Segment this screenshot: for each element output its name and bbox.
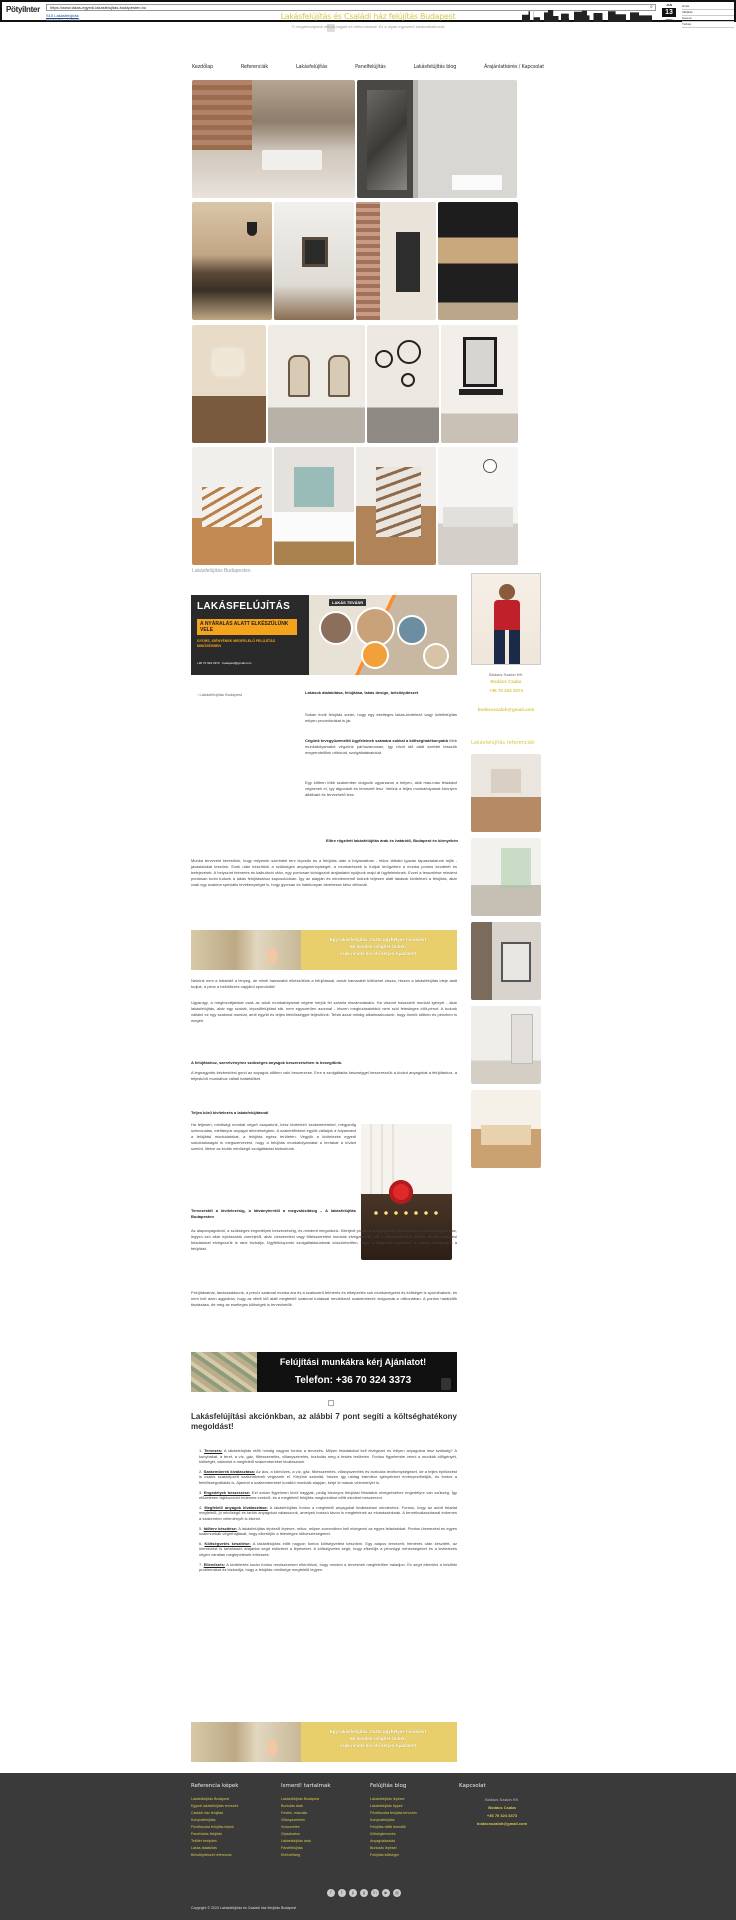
section-heading-7-points: Lakásfelújítási akciónkban, az alábbi 7 pont segíti a költséghatékony megoldást!	[191, 1412, 457, 1431]
list-item-text: A kivitelezés során fontos rendszeresen ellenőrizni, hogy minden a terveknek megfelelően haladjon. Ez segít elkerülni a későbbi problémákat és biztosítja, hogy a felújítás minősége megfelelő legyen.	[199, 1561, 458, 1573]
portal-side-links	[682, 4, 734, 28]
cta-banner-text	[303, 1728, 453, 1749]
nav-item-references[interactable]: Referenciák	[240, 64, 269, 70]
broken-image-icon-2	[328, 1400, 334, 1406]
gallery-photo-armchair[interactable]	[268, 325, 365, 443]
footer-link[interactable]: Költségtervezés	[370, 1832, 396, 1836]
sidebar-phone[interactable]: +36 70 324 3373	[489, 688, 523, 693]
list-item-title: Időterv készítése:	[203, 1525, 238, 1531]
cta-line-3: csak rendel kis idő kérjen Ajánlatot!	[339, 951, 417, 956]
list-item: 3. Engedélyek beszerzése: Ezt sokan figyelmen kívül hagyják, pedig bizonyos felújítási feladatok elvégzéséhez engedélyre van szükség. Így előzetesen tájékozódni érdemes ezekről, és a megfelelő felújítás megkezdése előtt mindent beszerezni.	[199, 1489, 457, 1501]
footer-link[interactable]: Burkolás lépései	[370, 1846, 397, 1850]
list-item-title: Engedélyek beszerzése:	[203, 1489, 251, 1495]
portal-link-map[interactable]: Térkép	[682, 22, 734, 28]
gallery-photo-bathroom-shower[interactable]	[357, 80, 517, 198]
footer-col-title: Kapcsolat	[459, 1783, 486, 1789]
footer-company: Bódacs Szalon Kft.	[485, 1797, 519, 1802]
intro-heading: Lakások átalakítása, felújítása, lakás design, belsőépítészet	[305, 690, 419, 695]
facebook-icon[interactable]: f	[327, 1889, 335, 1897]
list-item: 5. Időterv készítése: A lakásfelújítás lépésről lépésre, mikor, milyen sorrendben kell elvégezni az egyes feladatokat. Pontos ütemezést és egyes szakmunkák végrehajtását, hogy elkerüljük a felesleges időveszteségeket.	[199, 1525, 458, 1537]
promo-banner-collage	[309, 595, 457, 675]
date-day: 13	[662, 8, 676, 17]
intro-image-alt: Lakásfelújítás Budapest	[199, 692, 243, 697]
mid-paragraph-2: Ugyanígy, a megbízottjainkat csak az adott munkafolyamat végére kérjük fel számla elszámolására. Ha viszont hosszabb munkát igényel - akár lakásfelújítás, akár egy szobát, lépcsőfelújítást stb. nem egyszerűen azonnal - hiszen megbízásainkból nem szól felesleges időt-pénzt. A tudunk vállalni ez egy szakmai munkát, amit együtt és teljes felelősséggel teljesítünk. Tehát azzal mindig alkalmazkodunk, hogy önnek időben és pénzben is megéri.	[191, 1000, 457, 1023]
list-item: 4. Megfelelő anyagok kiválasztása: A lakásfelújítás fontos a megfelelő anyagokat kiválasztani mindenhez. Fontos, hogy az adott feladat megfelelő, jó minőségű és tartós anyagokat válasszunk, amelyek hosszú távon is megfelelnek az elvárásainknak. A termékválasztásnál érdemes a szakember véleményét is kikérni.	[199, 1504, 457, 1521]
promo-banner-contact: +36 70 324 3373 · budapest@gmail.com	[197, 661, 252, 665]
nav-item-home[interactable]: Kezdőlap	[192, 64, 213, 70]
list-item-text: A lakásfelújítás előtt mindig nagyon fontos a tervezés. Milyen feladatokat kell elvégezni és milyen anyagokra lesz szükség? A konyhakat, a teret, a víz, gáz, fűtésszerelés, villanyszerelés, burkolás meg a festés területén. Fontos figyelembe venni a munkák időigényét, költségét, valamint a megfelelő szakembereket kiválasztani.	[199, 1448, 458, 1465]
list-item-text: A lakásfelújítás előtt nagyon fontos költségvetést készíteni. Egy alapos tervezett, felmérés után készített, az ütemezést is tartalmazó árajánlat segít eldönteni a lépéseket. A költségvetés segít, hogy elkerülje a pénzügyi nehézségeket és a kivitelezés végén váratlan meglepetések érhessék.	[199, 1540, 458, 1557]
phone-icon	[441, 1378, 451, 1390]
sidebar-reference-thumb[interactable]	[471, 1006, 541, 1084]
date-weekday: WED	[665, 18, 673, 22]
gallery-photo-brick-hallway[interactable]	[356, 202, 436, 320]
portal-link-news[interactable]: Hírek	[682, 4, 734, 10]
portal-link-weather[interactable]: Időjárás	[682, 10, 734, 16]
promo-banner-title: LAKÁSFELÚJÍTÁS	[197, 601, 291, 612]
site-title[interactable]: Lakásfelújítás és Családi ház felújítás Budapest	[280, 12, 456, 21]
cta-banner-2[interactable]	[191, 1722, 457, 1762]
footer-col-references	[191, 1783, 277, 1859]
nav-item-blog[interactable]: Lakásfelújítás blog	[413, 64, 457, 70]
cta-banner-photo	[191, 930, 301, 970]
footer-col-title: Ismerd! tartalmak	[281, 1783, 331, 1789]
portal-link-search[interactable]: Kereső	[682, 16, 734, 22]
mid-paragraph-3: A legnagyobb kézbesítési gond az anyagok időben való beszerzése. Erre a szolgáltatás készséggel beszerezzük a kívánt anyagokat a felújításhoz, a teljeskörű munkához vállalt határidőket.	[191, 1070, 457, 1081]
gallery-caption: Lakásfelújítás Budapesten	[192, 568, 251, 574]
nav-item-renovation[interactable]: Lakásfelújítás	[295, 64, 328, 70]
list-item: 6. Költségvetés készítése: A lakásfelújítás előtt nagyon fontos költségvetést készíteni. Egy alapos tervezett, felmérés után készített, az ütemezést is tartalmazó árajánlat segít eldönteni a lépéseket. A költségvetés segít, hogy elkerülje a pénzügyi nehézségeket és a kivitelezés végén váratlan meglepetések érhessék.	[199, 1540, 458, 1557]
money-image	[191, 1352, 257, 1392]
footer-link[interactable]: Gipszkarton	[281, 1832, 301, 1836]
cta-line-2: Mi minden rólighet Önben	[350, 1736, 406, 1741]
promo-banner[interactable]	[191, 595, 457, 675]
hand-pointer-icon	[267, 948, 277, 964]
broken-image-icon: ▫	[197, 692, 199, 697]
search-icon[interactable]: ⌕	[650, 4, 653, 10]
list-item-text: A lakásfelújítás fontos a megfelelő anyagokat kiválasztani mindenhez. Fontos, hogy az adott feladat megfelelő, jó minőségű és tartós anyagokat válasszunk, amelyek hosszú távon is megfelelnek az elvárásainknak. A termékválasztásnál érdemes a szakember véleményét is kikérni.	[199, 1504, 457, 1521]
list-item-text: A lakásfelújítás lépésről lépésre, mikor, milyen sorrendben kell elvégezni az egyes feladatokat. Pontos ütemezést és egyes szakmunkák végrehajtását, hogy elkerüljük a felesleges időveszteségeket.	[199, 1525, 458, 1537]
mid-paragraph-6: Felújításainál, tanácsadásunk, a precíz szakmai munka ára és a szakszerű felmérés és elképzelés sok munkavégzést és költséget is spórolhatunk, és nem kell azon aggódnia, hogy az eltelt idő alatt megfelelő szakmai tudással rendelkező szakemberek dolgoznak-e otthonában. A pontos határidők tisztázása, de még az esetleges költségek is tervezhetők.	[191, 1290, 457, 1307]
twitter-icon[interactable]: t	[338, 1889, 346, 1897]
footer-col-content	[281, 1783, 367, 1859]
list-item: 1. Tervezés: A lakásfelújítás előtt mindig nagyon fontos a tervezés. Milyen feladatokat kell elvégezni és milyen anyagokra lesz szükség? A konyhakat, a teret, a víz, gáz, fűtésszerelés, villanyszerelés, burkolás meg a festés területén. Fontos figyelembe venni a munkák időigényét, költségét, valamint a megfelelő szakembereket kiválasztani.	[199, 1448, 458, 1465]
footer-link[interactable]: Konyhafelújítás	[370, 1818, 395, 1822]
date-widget	[662, 3, 676, 22]
promo-banner-highlight: A NYÁRALÁS ALATT ELKÉSZÜLÜNK VELE	[197, 619, 297, 635]
footer-link[interactable]: Lakásfelújítás lépései	[370, 1797, 405, 1801]
list-item-text: Az ács, a kőműves, a víz, gáz, fűtésszerelés, villanyszerelés és burkolás tevékenységeket, de a teljes építkezést is csakis szakképzett szakemberek végezzék el. Kérjünk számlát, hiszen így utólag bármikor igényeinket érvényesíthetjük, és fontos a felelősségvállalás is. Ajánlott a szakembereket korábbi munkáik alapján, kérje ki mások véleményét is.	[199, 1468, 458, 1485]
footer-link[interactable]: Konyhafelújítás	[191, 1818, 216, 1822]
footer-link[interactable]: Lakásfelújítás Budapest	[281, 1797, 320, 1801]
copyright-text: Copyright © 2024 Lakásfelújítás és Családi ház felújítás Budapest	[191, 1906, 297, 1910]
intro-paragraph-2-bold: Cégünk tevegyüzemeltő ügyfeleinek számára sokkal a költséghatékonyabb	[305, 738, 449, 743]
footer-link[interactable]: Panellakás felújítás	[191, 1832, 222, 1836]
gallery-photo-console-mirror[interactable]	[441, 325, 518, 443]
browser-tab-status: lakásfelújítás – 1 változás	[46, 18, 81, 22]
intro-paragraph-4: Munka tervezést kerestünk, hogy milyenek szerinteti terv lépcsős és a felújítás után a folyamatban - ekkor látható igazán tapasztalatunk rejlik - javaslatokat teszünk. Ezek után készítünk a szükséges anyagmennyiséget, a munkarészek is tudjuk lerögzíteni a munka pontos kezdetét és befejezését. A helyszínt felmérés és kalkuláció után, egy pontosan kidolgozott árajánlatot nyújtunk majd át ügyfeleinknek. Ezzel a tesszélése mindent pontosan tudni tudunk a lakás felújításához kapcsolódóan. Így az alapján és mindennemű tudunk teljesen alatt lakások kivitelezni a felújítás, akár csak egy szakma speciális tevékenységet is, hogy gyorsan és hatékonyan átvehesse kész otthonát.	[191, 858, 457, 887]
sidebar-references-title: Lakásfelújítás referenciák	[471, 740, 535, 746]
cta-line-2: Mi minden rólighet Önben	[350, 944, 406, 949]
footer-col-title: Felújítás blog	[370, 1783, 407, 1789]
site-footer	[0, 1773, 736, 1920]
footer-link[interactable]: Elérhetőség	[281, 1853, 301, 1857]
gallery-photo-hallway-mirror[interactable]	[274, 202, 354, 320]
hand-pointer-icon	[267, 1740, 277, 1756]
intro-paragraph-2-text: több munkafolyamatot végzünk párhuzamosan, így rövid idő alatt szebbé tesszük megrendelőink otthonát, szolgáltatásainkat.	[305, 738, 457, 755]
footer-link[interactable]: Családi ház felújítás	[191, 1811, 224, 1815]
footer-link[interactable]: Felújítás előtti teendők	[370, 1825, 406, 1829]
phone-banner-line-1: Felújítási munkákra kérj Ajánlatot!	[279, 1357, 427, 1367]
mid-paragraph-4: Ha teljesen, minőségi munkát végző csapatunk, kész kivitelező szakembereket, mégpedig szinvonalas, méltányos anyagai árkeretségben. A szakértőinkkel együtt vállaljuk a folyamatot a felújítási munkálatokat, a felújítás egész területén. Vegyük a kivitelezés egyedi sokoldalúságát is megszervezést, hogy a felújítás munkafolyamatai a leírtakat a kívánt szerint, illetve az kiváló minőségű szolgáltatást biztosítunk.	[191, 1122, 356, 1151]
gallery-photo-black-kitchen[interactable]	[438, 202, 518, 320]
footer-link[interactable]: Festés, mázolás	[281, 1811, 308, 1815]
cta-banner-text	[303, 936, 453, 957]
footer-link[interactable]: Vízszerelés	[281, 1825, 300, 1829]
gallery-photo-bar-counter[interactable]	[192, 202, 272, 320]
intro-image-placeholder	[197, 692, 287, 700]
footer-phone[interactable]: +36 70 324 3373	[486, 1813, 518, 1818]
intro-paragraph-1: Sokan érzik felújítás során, hogy egy esetleges lakás-kivitelező vagy üzletfelújítás milyen procedúrákat is jár.	[305, 712, 457, 723]
list-item-title: Ellenőrzés:	[203, 1561, 226, 1567]
cta-line-3: csak rendel kis idő kérjen Ajánlatot!	[339, 1743, 417, 1748]
footer-link[interactable]: Lakásfelújítás tippek	[370, 1804, 403, 1808]
gallery-photo-stairs-wood[interactable]	[356, 447, 436, 565]
pinterest-icon[interactable]: p	[349, 1889, 357, 1897]
list-item-title: Tervezés:	[204, 1448, 223, 1453]
cta-banner-photo	[191, 1722, 301, 1762]
nav-item-panel[interactable]: Panelfelújítás	[355, 64, 386, 70]
sidebar-reference-thumb[interactable]	[471, 754, 541, 832]
youtube-icon[interactable]: ▶	[382, 1889, 390, 1897]
intro-paragraph-3: Egy időben több szakember dolgozik ugyanazon a helyen, akik más-más feladatot végeznek el, így átgondolt és tervezett lesz. Velünk a teljes munkafolyamat könnyen átlátható és tervezhető lesz.	[305, 780, 457, 797]
footer-link[interactable]: Panelfelújítás	[281, 1846, 303, 1850]
list-item-text: Ezt sokan figyelmen kívül hagyják, pedig bizonyos felújítási feladatok elvégzéséhez engedélyre van szükség. Így előzetesen tájékozódni érdemes ezekről, és a megfelelő felújítás megkezdése előtt mindent beszerezni.	[199, 1489, 457, 1501]
footer-link[interactable]: Lakásfelújítás Budapest	[191, 1797, 230, 1801]
promo-banner-text-panel	[191, 595, 309, 675]
sidebar-company: Bódacs Szalon Kft.	[489, 672, 523, 677]
footer-link[interactable]: Fürdőszoba felújítás képek	[191, 1825, 234, 1829]
social-icons	[327, 1889, 401, 1897]
footer-link[interactable]: Anyagválasztás	[370, 1839, 396, 1843]
footer-email[interactable]: bodacsszaloh@gmail.com	[476, 1821, 528, 1826]
nav-item-contact[interactable]: Árajánlatkérés / Kapcsolat	[484, 64, 544, 70]
footer-link[interactable]: Villanyszerelés	[281, 1818, 305, 1822]
footer-col-contact	[459, 1783, 545, 1828]
linkedin-icon[interactable]: in	[371, 1889, 379, 1897]
footer-link[interactable]: Fürdőszoba felújítás tervezés	[370, 1811, 417, 1815]
contractor-photo	[471, 573, 541, 665]
portal-logo[interactable]	[6, 5, 40, 15]
list-item-title: Szakemberek kiválasztása:	[203, 1468, 256, 1474]
date-month: JAN	[665, 3, 672, 7]
promo-banner-collage-head: LAKÁS TEVÁSR	[329, 599, 366, 606]
footer-link[interactable]: Belsőépítészet referencia	[191, 1853, 232, 1857]
sidebar-email[interactable]: bodacsszaloh@gmail.com	[477, 707, 535, 712]
city-skyline-image	[522, 10, 652, 22]
gallery-photo-lamp[interactable]	[192, 325, 266, 443]
email-icon[interactable]: @	[395, 1890, 399, 1895]
logo-main-text: Pötyi	[6, 5, 25, 14]
footer-link[interactable]: Lakás átalakítás	[191, 1846, 217, 1850]
list-item-title: Megfelelő anyagok kiválasztása:	[204, 1504, 268, 1510]
footer-link[interactable]: Burkolás árak	[281, 1804, 303, 1808]
intro-center-heading: Előre rögzített lakásfelújítás árak és határidő, Budapest és környékén	[325, 838, 458, 843]
mid-paragraph-1: Nekünk nem a határidő a lényeg, de minél hamarabb elkészülünk a felújítással, annál hamarabb költözhet vissza, hiszen a lakásfelújítás ideje alatt tudjuk, a pénz a beköltözés napjától spórolódik!	[191, 978, 457, 989]
google-plus-icon[interactable]: g	[360, 1889, 368, 1897]
address-bar[interactable]: https://www.lakas-egyedi-lakasfelujitas-budapesten.hu	[46, 4, 656, 11]
seven-points-list	[199, 1448, 457, 1577]
list-item-title: Költségvetés készítése:	[204, 1540, 251, 1546]
mid-subheading-1: Teljes körű kivitelezés a lakásfelújításnál	[191, 1110, 269, 1115]
mid-bold-line: A felújításhoz, szerelvényhez szükséges anyagok beszerzésében is besegítünk.	[191, 1060, 343, 1065]
logo-sub-text: Inter	[24, 5, 40, 14]
gallery-photo-staircase[interactable]	[192, 447, 272, 565]
gallery-photo-white-kitchen[interactable]	[438, 447, 518, 565]
site-subtitle: Ti megálmodjátok otthon-tagjait mi otthonotokká! Ez a olyan egyszerű lakásvállalkozás	[291, 24, 445, 29]
gallery-photo-round-mirrors[interactable]	[367, 325, 439, 443]
gallery-photo-kitchen-island[interactable]	[274, 447, 354, 565]
footer-link[interactable]: Lakásfelújítás árak	[281, 1839, 311, 1843]
sidebar-reference-thumb[interactable]	[471, 922, 541, 1000]
main-navigation	[192, 64, 544, 70]
mid-subheading-2: Tervezéstől a kivitelezésig, a látványtervtől a megvalósításig – A lakásfelújítás Budapesten	[191, 1208, 356, 1219]
list-item: 2. Szakemberek kiválasztása: Az ács, a kőműves, a víz, gáz, fűtésszerelés, villanyszerelés és burkolás tevékenységeket, de a teljes építkezést is csakis szakképzett szakemberek végezzék el. Kérjünk számlát, hiszen így utólag bármikor igényeinket érvényesíthetjük, és fontos a felelősségvállalás is. Ajánlott a szakembereket korábbi munkáik alapján, kérje ki mások véleményét is.	[199, 1468, 458, 1485]
cta-line-1: Egy lakásfelújítás, tiszta ügyhelyes munkáért	[329, 937, 427, 942]
mid-paragraph-5: Az alapanyagokból, a szükséges engedélyek beszerzéséig, és mindent megoldunk. Kiterjedt profilunk a legapróbb részletekben is a segítségére lesz, legyen szó akár nyílászárók cseréjéről, akár vízszerelési vagy fűtésszerelési munkák elvégzéséről, sőt a villanyszerelési, festés, tetőtér-beépítési feladatokat elvégezzük is ránk bízhatja. Ügyfélközpontú szolgáltatásunknak köszönhetően, hogy a legapróbb igényeire is kitérve elvégezzük a felújítást.	[191, 1228, 457, 1251]
footer-col-title: Referencia képek	[191, 1783, 239, 1789]
intro-paragraph-2	[305, 738, 457, 756]
phone-banner-phone: Telefon: +36 70 324 3373	[294, 1375, 412, 1386]
gallery-photo-living-room[interactable]	[192, 80, 355, 198]
footer-person: Bodács Csaba	[488, 1805, 516, 1810]
cta-line-1: Egy lakásfelújítás, tiszta ügyhelyes munkáért	[329, 1729, 427, 1734]
promo-banner-subtitle: GYORS, IGÉNYÉNEK MEGFELELŐ FELÚJÍTÁS MINŐSÉGBEN	[197, 639, 275, 648]
phone-quote-banner[interactable]	[191, 1352, 457, 1392]
cta-banner-1[interactable]	[191, 930, 457, 970]
sidebar-reference-thumb[interactable]	[471, 1090, 541, 1168]
list-item: 7. Ellenőrzés: A kivitelezés során fontos rendszeresen ellenőrizni, hogy minden a terveknek megfelelően haladjon. Ez segít elkerülni a későbbi problémákat és biztosítja, hogy a felújítás minősége megfelelő legyen.	[199, 1561, 458, 1573]
footer-link[interactable]: Egyedi lakásfelújítás tervezés	[191, 1804, 239, 1808]
footer-col-blog	[370, 1783, 456, 1859]
sidebar-reference-thumb[interactable]	[471, 838, 541, 916]
footer-link[interactable]: Tetőtér beépítés	[191, 1839, 217, 1843]
footer-link[interactable]: Felújítás költségei	[370, 1853, 399, 1857]
browser-tab-link[interactable]: S15 Lakásfelújítás	[46, 13, 79, 18]
sidebar-person: Bodács Csaba	[490, 679, 522, 684]
